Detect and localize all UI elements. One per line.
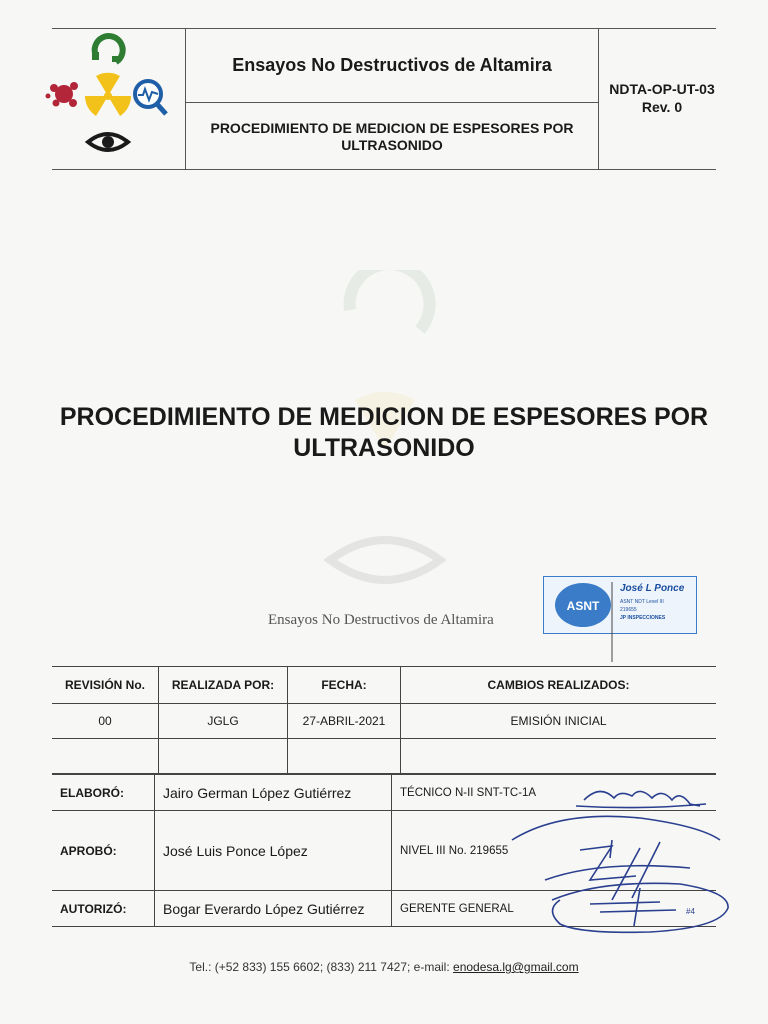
company-logo: [36, 32, 184, 164]
table-row: [52, 704, 716, 739]
cell-realizada: JGLG: [159, 704, 288, 739]
certification-stamp: [543, 576, 697, 634]
col-header-cambios: CAMBIOS REALIZADOS:: [401, 667, 717, 704]
splat-icon: [46, 82, 79, 107]
position-aprobo: NIVEL III No. 219655: [392, 811, 717, 891]
document-header: [52, 28, 716, 170]
company-serif-name: Ensayos No Destructivos de Altamira: [268, 612, 494, 628]
magnet-icon: [92, 36, 123, 62]
main-title-line1: PROCEDIMIENTO DE MEDICION DE ESPESORES POR: [59, 403, 709, 431]
col-header-revision: REVISIÓN No.: [52, 667, 159, 704]
col-header-fecha: FECHA:: [288, 667, 401, 704]
position-autorizo: GERENTE GENERAL: [392, 891, 717, 927]
cell-cambios: EMISIÓN INICIAL: [401, 704, 717, 739]
signature-table: [52, 774, 716, 927]
procedure-title: PROCEDIMIENTO DE MEDICION DE ESPESORES POR ULTRASONIDO: [210, 120, 574, 153]
radiation-icon: [85, 73, 131, 116]
label-aprobo: APROBÓ:: [52, 811, 155, 891]
table-row-empty: [52, 739, 716, 774]
contact-text: Tel.: (+52 833) 155 6602; (833) 211 7427; e-mail:: [189, 960, 454, 974]
stamp-line1: ASNT NDT Level III: [620, 599, 664, 605]
company-name: Ensayos No Destructivos de Altamira: [232, 55, 552, 75]
position-elaboro: TÉCNICO N-II SNT-TC-1A: [392, 775, 717, 811]
asnt-logo-text: ASNT: [566, 599, 600, 613]
label-autorizo: AUTORIZÓ:: [52, 891, 155, 927]
revision-header-row: [52, 667, 716, 704]
revision-table: [52, 666, 716, 774]
eye-icon: [88, 134, 128, 150]
signature-row-autorizo: [52, 891, 716, 927]
magnifier-icon: [135, 81, 166, 114]
name-aprobo: José Luis Ponce López: [155, 811, 392, 891]
revision-text: Rev. 0: [641, 99, 683, 115]
doc-code-text: NDTA-OP-UT-03: [609, 81, 715, 97]
name-autorizo: Bogar Everardo López Gutiérrez: [155, 891, 392, 927]
col-header-realizada: REALIZADA POR:: [159, 667, 288, 704]
main-title: [30, 402, 738, 464]
stamp-line3: JP INSPECCIONES: [620, 615, 666, 621]
signature-row-aprobo: [52, 811, 716, 891]
asnt-globe-icon: [548, 578, 618, 632]
signature-row-elaboro: [52, 775, 716, 811]
stamp-name: José L Ponce: [620, 583, 685, 594]
contact-email-link[interactable]: enodesa.lg@gmail.com: [453, 960, 579, 974]
name-elaboro: Jairo German López Gutiérrez: [155, 775, 392, 811]
contact-footer: [0, 960, 768, 974]
stamp-line2: 219655: [620, 607, 637, 613]
cell-fecha: 27-ABRIL-2021: [288, 704, 401, 739]
main-title-line2: ULTRASONIDO: [293, 434, 475, 462]
document-code: [598, 80, 726, 116]
label-elaboro: ELABORÓ:: [52, 775, 155, 811]
cell-revision: 00: [52, 704, 159, 739]
svg-text:#4: #4: [686, 907, 695, 916]
